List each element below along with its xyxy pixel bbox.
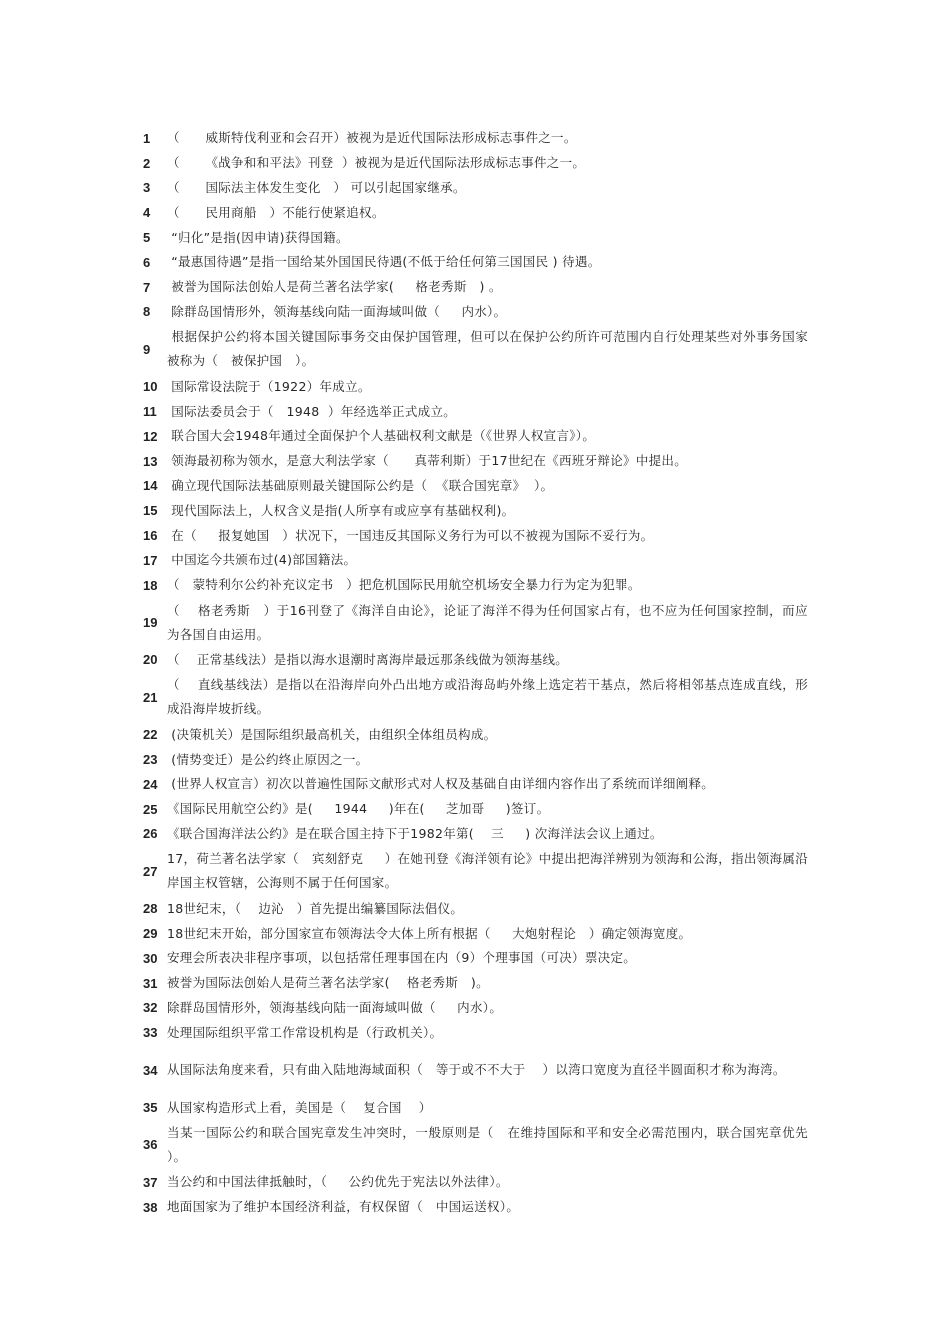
item-text: 《联合国海洋法公约》是在联合国主持下于1982年第( 三 ) 次海洋法会议上通过。: [167, 825, 663, 841]
item-text: 根据保护公约将本国关键国际事务交由保护国管理，但可以在保护公约所许可范围内自行处理某些对外事务国家被称为（ 被保护国 ）。: [167, 329, 808, 369]
item-number: 12: [143, 428, 158, 444]
item-number: 33: [143, 1025, 158, 1041]
item-number: 38: [143, 1199, 158, 1215]
item-number: 19: [143, 615, 158, 631]
item-number: 32: [143, 1000, 158, 1016]
list-item: [143, 324, 808, 374]
item-text: (决策机关）是国际组织最高机关，由组织全体组员构成。: [167, 726, 497, 742]
item-text: 国际法委员会于（ 1948 ）年经选举正式成立。: [167, 403, 457, 419]
item-number: 2: [143, 155, 151, 171]
item-text: 联合国大会1948年通过全面保护个人基础权利文献是（《世界人权宣言》）。: [167, 428, 596, 444]
item-number: 15: [143, 503, 158, 519]
item-number: 23: [143, 752, 158, 768]
list-item: [143, 498, 808, 523]
list-item: [143, 846, 808, 896]
list-item: [143, 1170, 808, 1195]
list-item: [143, 200, 808, 225]
item-text: “最惠国待遇”是指一国给某外国国民待遇(不低于给任何第三国国民 ) 待遇。: [167, 254, 601, 270]
list-item: [143, 275, 808, 300]
item-number: 35: [143, 1100, 158, 1115]
item-text: 当公约和中国法律抵触时，（ 公约优先于宪法以外法律）。: [167, 1174, 509, 1190]
list-item: [143, 797, 808, 822]
item-number: 29: [143, 926, 158, 942]
list-item: [143, 921, 808, 946]
list-item: [143, 399, 808, 424]
item-text: 国际常设法院于（1922）年成立。: [167, 378, 371, 394]
item-text: 安理会所表决非程序事项，以包括常任理事国在内（9）个理事国（可决）票决定。: [167, 950, 637, 966]
item-number: 11: [143, 404, 157, 420]
item-number: 8: [143, 304, 151, 320]
item-text: (世界人权宣言）初次以普遍性国际文献形式对人权及基础自由详细内容作出了系统而详细阐释。: [167, 776, 715, 792]
list-item: [143, 1095, 808, 1120]
item-text: 17，荷兰著名法学家（ 宾刻舒克 ）在她刊登《海洋领有论》中提出把海洋辨别为领海和公海，指出领海属沿岸国主权管辖，公海则不属于任何国家。: [167, 851, 808, 891]
list-item: [143, 548, 808, 573]
item-text: （ 蒙特利尔公约补充议定书 ）把危机国际民用航空机场安全暴力行为定为犯罪。: [167, 577, 641, 593]
item-number: 20: [143, 652, 158, 668]
list-item: [143, 648, 808, 673]
item-number: 16: [143, 528, 158, 544]
list-item: [143, 1120, 821, 1170]
item-text: 从国际法角度来看，只有曲入陆地海域面积（ 等于或不不大于 ）以湾口宽度为直径半圆面积才称为海湾。: [167, 1062, 786, 1078]
item-text: 地面国家为了维护本国经济利益，有权保留（ 中国运送权）。: [167, 1199, 520, 1215]
list-item: [143, 747, 808, 772]
item-text: 18世纪末，（ 边沁 ）首先提出编纂国际法倡仪。: [167, 900, 464, 916]
item-text: “归化”是指(因申请)获得国籍。: [167, 229, 349, 245]
item-text: 除群岛国情形外，领海基线向陆一面海域叫做（ 内水）。: [167, 303, 507, 319]
item-text: 当某一国际公约和联合国宪章发生冲突时，一般原则是（ 在维持国际和平和安全必需范围内，联合国宪章优先 ）。: [167, 1124, 821, 1164]
list-item: [143, 1045, 808, 1095]
list-item: [143, 523, 808, 548]
item-number: 24: [143, 776, 158, 792]
item-text: 《国际民用航空公约》是( 1944 )年在( 芝加哥 )签订。: [167, 801, 550, 817]
item-number: 34: [143, 1062, 158, 1078]
item-text: （ 直线基线法）是指以在沿海岸向外凸出地方或沿海岛屿外缘上选定若干基点，然后将相邻基点连成直线，形成沿海岸坡折线。: [167, 677, 808, 717]
item-text: （ 正常基线法）是指以海水退潮时离海岸最远那条线做为领海基线。: [167, 651, 569, 667]
item-number: 18: [143, 577, 158, 593]
item-number: 7: [143, 279, 151, 295]
list-item: [143, 474, 808, 499]
item-number: 21: [143, 689, 158, 705]
item-text: 中国迄今共颁布过(4)部国籍法。: [167, 552, 357, 568]
item-number: 1: [143, 130, 151, 146]
item-text: 被誉为国际法创始人是荷兰著名法学家( 格老秀斯 )。: [167, 975, 489, 991]
question-list: [143, 126, 821, 1220]
item-number: 30: [143, 950, 158, 966]
item-text: 被誉为国际法创始人是荷兰著名法学家( 格老秀斯 ) 。: [167, 279, 502, 295]
item-number: 5: [143, 230, 151, 246]
item-number: 26: [143, 826, 158, 842]
item-text: （ 格老秀斯 ）于16刊登了《海洋自由论》，论证了海洋不得为任何国家占有，也不应为任何国家控制，而应为各国自由运用。: [167, 602, 808, 642]
item-number: 4: [143, 205, 151, 221]
item-text: (情势变迁）是公约终止原因之一。: [167, 751, 369, 767]
item-text: 处理国际组织平常工作常设机构是（行政机关）。: [167, 1024, 443, 1040]
list-item: [143, 996, 808, 1021]
item-text: 领海最初称为领水，是意大利法学家（ 真蒂利斯）于17世纪在《西班牙辩论》中提出。: [167, 453, 688, 469]
item-number: 36: [143, 1137, 158, 1153]
item-number: 28: [143, 901, 158, 917]
item-number: 13: [143, 453, 158, 469]
list-item: [143, 772, 808, 797]
item-number: 9: [143, 341, 151, 357]
list-item: [143, 598, 808, 648]
list-item: [143, 176, 808, 201]
item-text: （ 《战争和和平法》刊登 ）被视为是近代国际法形成标志事件之一。: [167, 155, 586, 171]
item-text: 现代国际法上，人权含义是指(人所享有或应享有基础权利)。: [167, 502, 515, 518]
list-item: [143, 225, 808, 250]
list-item: [143, 573, 808, 598]
item-text: 确立现代国际法基础原则最关键国际公约是（ 《联合国宪章》 ）。: [167, 477, 554, 493]
item-number: 37: [143, 1174, 158, 1190]
list-item: [143, 971, 808, 996]
list-item: [143, 822, 808, 847]
item-number: 14: [143, 478, 158, 494]
item-text: 18世纪末开始，部分国家宣布领海法令大体上所有根据（ 大炮射程论 ）确定领海宽度。: [167, 925, 692, 941]
item-number: 6: [143, 254, 151, 270]
item-text: 除群岛国情形外，领海基线向陆一面海域叫做（ 内水）。: [167, 999, 503, 1015]
item-number: 3: [143, 180, 151, 196]
item-text: （ 民用商船 ）不能行使紧追权。: [167, 204, 385, 220]
item-text: （ 威斯特伐利亚和会召开）被视为是近代国际法形成标志事件之一。: [167, 130, 577, 146]
item-text: 在（ 报复她国 ）状况下，一国违反其国际义务行为可以不被视为国际不妥行为。: [167, 527, 654, 543]
list-item: [143, 1195, 808, 1220]
list-item: [143, 722, 808, 747]
list-item: [143, 151, 808, 176]
list-item: [143, 374, 808, 399]
list-item: [143, 896, 808, 921]
list-item: [143, 300, 808, 325]
item-number: 17: [143, 552, 158, 568]
list-item: [143, 250, 808, 275]
list-item: [143, 1020, 808, 1045]
list-item: [143, 449, 808, 474]
item-number: 10: [143, 379, 158, 395]
item-text: （ 国际法主体发生变化 ） 可以引起国家继承。: [167, 179, 466, 195]
list-item: [143, 946, 808, 971]
list-item: [143, 672, 808, 722]
item-number: 31: [143, 975, 158, 991]
item-number: 25: [143, 801, 158, 817]
item-number: 22: [143, 727, 158, 743]
item-number: 27: [143, 863, 158, 879]
list-item: [143, 126, 808, 151]
list-item: [143, 424, 808, 449]
item-text: 从国家构造形式上看，美国是（ 复合国 ）: [167, 1099, 432, 1115]
